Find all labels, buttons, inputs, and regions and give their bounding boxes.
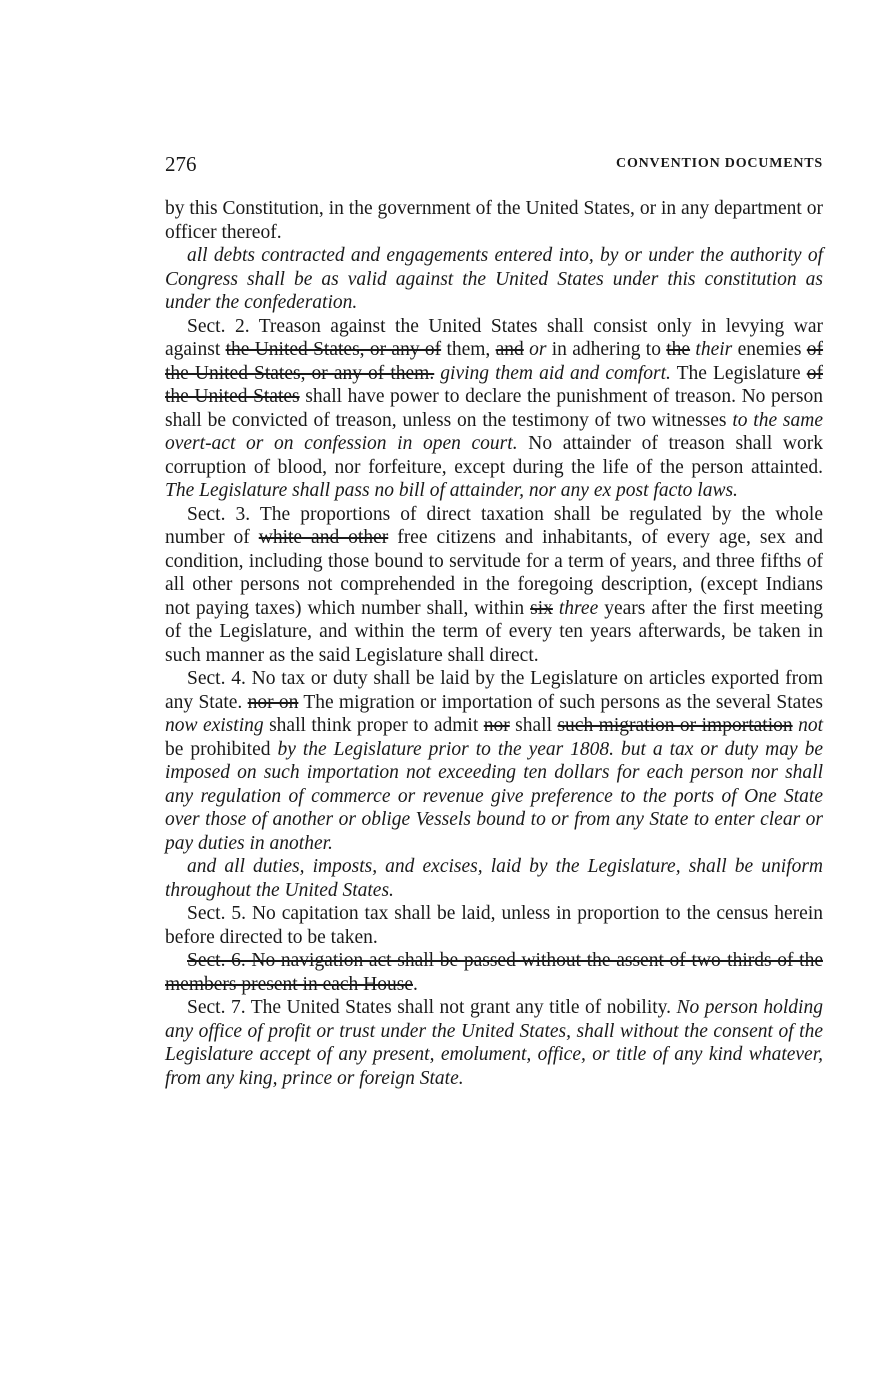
struck-text: of the United States, or any of them. — [165, 339, 824, 384]
text-run: shall — [509, 715, 558, 736]
struck-text: six — [530, 597, 553, 619]
struck-text: nor — [483, 715, 510, 736]
text-run: Sect. 2. Treason against the United States shall consist only in levying war against — [165, 315, 823, 360]
text-run: Sect. 7. The United States shall not grant any title of nobility. — [187, 997, 677, 1018]
italic-insertion: No person holding any office of profit or trust under the United States, shall without the consent of the Legislature accept of any present, emolument, office, or title of any kind whatever, from any king, prince or foreign State. — [165, 997, 823, 1089]
text-run: be prohibited — [165, 738, 278, 760]
paragraph-sect-3 — [165, 503, 823, 668]
text-run: Sect. 5. No capitation tax shall be laid, unless in proportion to the census herein before directed to be taken. — [165, 903, 823, 948]
text-run: years after the first meeting of the Legislature, and within the term of every ten years afterwards, be taken in such manner as the said Legislature shall direct. — [165, 597, 824, 666]
italic-insertion: now existing — [165, 715, 264, 736]
italic-insertion: all debts contracted and engagements entered into, by or under the authority of Congress shall be as valid against the United States under this constitution as under the confederation. — [165, 245, 823, 313]
text-run: Sect. 3. The proportions of direct taxation shall be regulated by the whole number of — [165, 503, 823, 548]
italic-insertion: by the Legislature prior to the year 1808. but a tax or duty may be imposed on such importation not exceeding ten dollars for each person nor shall any regulation of commerce or revenue give preference to the ports of One State over those of another or oblige Vessels bound to or from any State to enter clear or pay duties in another. — [165, 738, 824, 854]
paragraph-sect-7 — [165, 996, 823, 1090]
text-run: shall think proper to admit — [263, 715, 484, 736]
paragraph-debts-insertion — [165, 244, 823, 315]
paragraph-duties-insertion — [165, 855, 823, 902]
paragraph-sect-5 — [165, 902, 823, 949]
text-run: . — [413, 973, 418, 995]
struck-text: of the United States — [165, 362, 823, 407]
running-title: CONVENTION DOCUMENTS — [616, 156, 823, 171]
text-run: them, — [441, 339, 496, 360]
text-run: No attainder of treason shall work corruption of blood, nor forfeiture, except during the life of the person attainted. — [165, 433, 823, 478]
italic-insertion: to the same overt-act or on confession in open court. — [165, 409, 823, 454]
struck-text: white and other — [258, 527, 389, 548]
italic-insertion: three — [558, 597, 599, 619]
paragraph-sect-4 — [165, 667, 823, 855]
text-run: enemies — [732, 339, 807, 360]
text-run: in adhering to — [546, 339, 667, 360]
struck-text: and — [495, 339, 524, 360]
italic-insertion: or — [529, 339, 547, 360]
text-run: shall have power to declare the punishment of treason. No person shall be convicted of treason, unless on the testimony of two witnesses — [165, 386, 823, 431]
body-text — [165, 197, 823, 1090]
text-run: by this Constitution, in the government of the United States, or in any department or officer thereof. — [165, 198, 823, 243]
struck-text: nor on — [247, 691, 299, 713]
text-run: Sect. 4. No tax or duty shall be laid by the Legislature on articles exported from any State. — [165, 668, 823, 713]
paragraph-continuation — [165, 197, 823, 244]
text-run: The migration or importation of such persons as the several States — [298, 691, 823, 713]
paragraph-sect-6-struck — [165, 949, 823, 996]
paragraph-sect-2 — [165, 315, 823, 503]
italic-insertion: and all duties, imposts, and excises, laid by the Legislature, shall be uniform throughout the United States. — [165, 856, 823, 901]
page-number: 276 — [165, 152, 197, 176]
italic-insertion: The Legislature shall pass no bill of attainder, nor any ex post facto laws. — [165, 480, 738, 501]
text-run: free citizens and inhabitants, of every age, sex and condition, including those bound to servitude for a term of years, and three fifths of all other persons not comprehended in the foregoing description, (except Indians not paying taxes) which number shall, within — [165, 527, 824, 619]
italic-insertion: their — [695, 339, 733, 360]
italic-insertion: not — [798, 715, 823, 736]
italic-insertion: giving them aid and comfort. — [440, 362, 671, 384]
struck-text: such migration or importation — [557, 715, 793, 736]
struck-text: Sect. 6. No navigation act shall be passed without the assent of two-thirds of the members present in each House — [165, 950, 823, 995]
running-header — [165, 152, 823, 178]
struck-text: the United States, or any of — [225, 339, 442, 360]
struck-text: the — [666, 339, 691, 360]
text-run: The Legislature — [670, 362, 807, 384]
